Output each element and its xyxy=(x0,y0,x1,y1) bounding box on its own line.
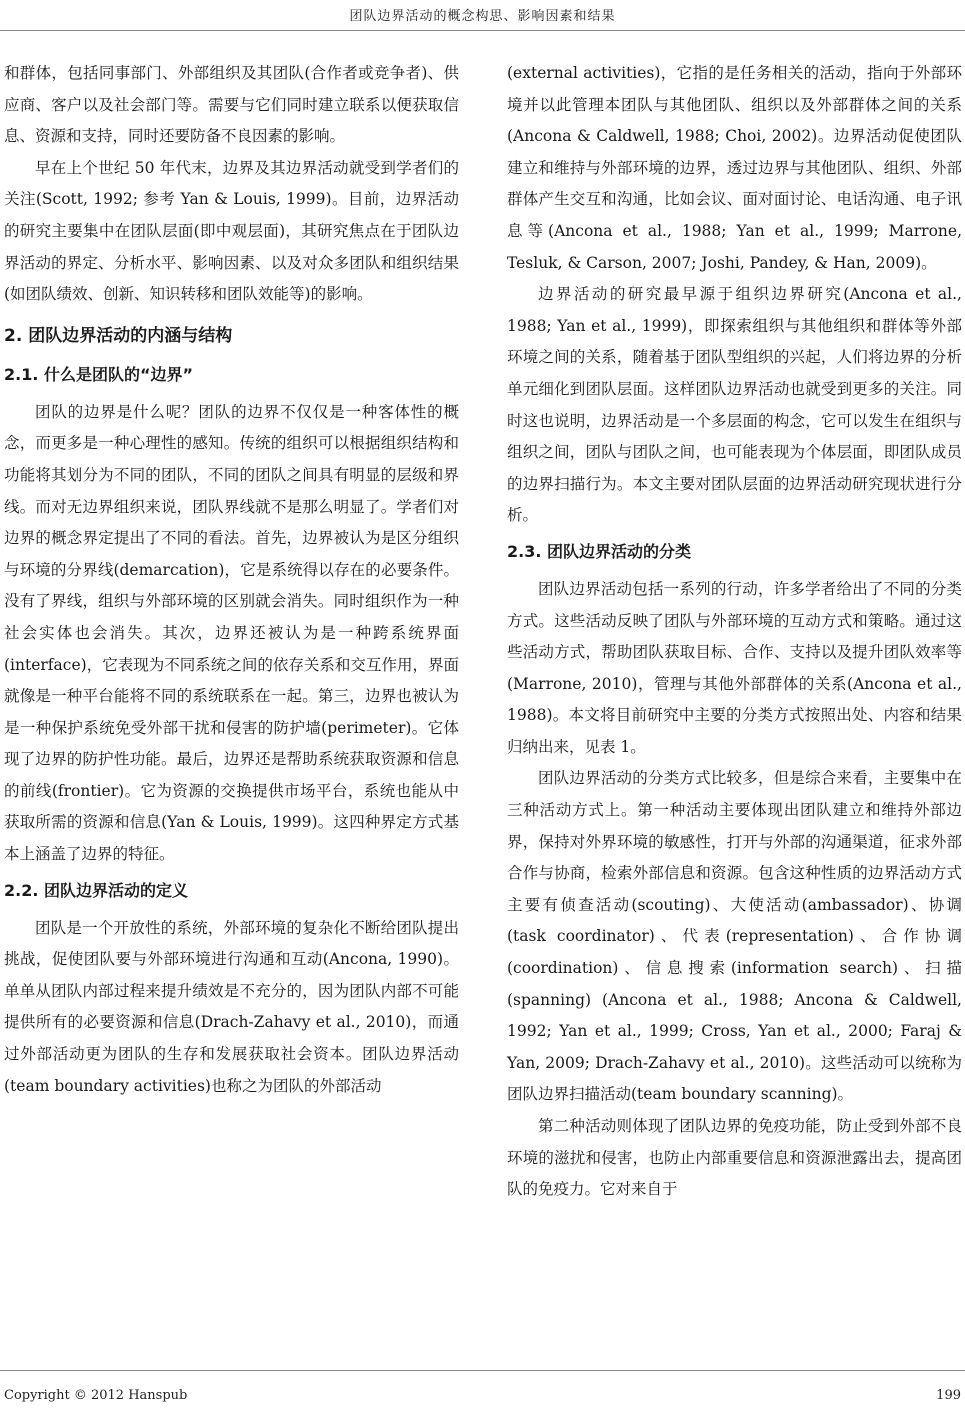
subsection-heading: 2.3. 团队边界活动的分类 xyxy=(507,541,691,561)
subsection-heading: 2.2. 团队边界活动的定义 xyxy=(4,880,188,900)
paragraph: 团队的边界是什么呢？团队的边界不仅仅是一种客体性的概念，而更多是一种心理性的感知。传统的组织可以根据组织结构和功能将其划分为不同的团队，不同的团队之间具有明显的层级和界线。而对无边界组织来说，团队界线就不是那么明显了。学者们对边界的概念界定提出了不同的看法。首先，边界被认为是区分组织与环境的分界线(demarcation)，它是系统得以存在的必要条件。没有了界线，组织与外部环境的区别就会消失。同时组织作为一种社会实体也会消失。其次，边界还被认为是一种跨系统界面(interface)，它表现为不同系统之间的依存关系和交互作用，界面就像是一种平台能将不同的系统联系在一起。第三，边界也被认为是一种保护系统免受外部干扰和侵害的防护墙(perimeter)。它体现了边界的防护性功能。最后，边界还是帮助系统获取资源和信息的前线(frontier)。它为资源的交换提供市场平台，系统也能从中获取所需的资源和信息(Yan & Louis, 1999)。这四种界定方式基本上涵盖了边界的特征。 xyxy=(4,402,459,864)
paragraph: 团队边界活动包括一系列的行动，许多学者给出了不同的分类方式。这些活动反映了团队与外部环境的互动方式和策略。通过这些活动方式，帮助团队获取目标、合作、支持以及提升团队效率等(Marrone, 2010)，管理与其他外部群体的关系(Ancona et al., 1988)。本文将目前研究中主要的分类方式按照出处、内容和结果归纳出来，见表 1。 xyxy=(507,579,962,756)
header-divider xyxy=(0,30,965,31)
paragraph: 团队是一个开放性的系统，外部环境的复杂化不断给团队提出挑战，促使团队要与外部环境进行沟通和互动(Ancona, 1990)。单单从团队内部过程来提升绩效是不充分的，因为团队内部不可能提供所有的必要资源和信息(Drach-Zahavy et al., 2010)，而通过外部活动更为团队的生存和发展获取社会资本。团队边界活动(team boundary activities)也称之为团队的外部活动 xyxy=(4,918,459,1095)
page-number: 199 xyxy=(936,1388,961,1403)
copyright: Copyright © 2012 Hanspub xyxy=(4,1388,188,1403)
paragraph: 早在上个世纪 50 年代末，边界及其边界活动就受到学者们的关注(Scott, 1992; 参考 Yan & Louis, 1999)。目前，边界活动的研究主要集中在团队层面(即中观层面)，其研究焦点在于团队边界活动的界定、分析水平、影响因素、以及对众多团队和组织结果(如团队绩效、创新、知识转移和团队效能等)的影响。 xyxy=(4,158,459,304)
subsection-heading: 2.1. 什么是团队的“边界” xyxy=(4,364,194,384)
right-column xyxy=(507,58,962,1206)
running-header: 团队边界活动的概念构思、影响因素和结果 xyxy=(349,9,616,24)
paragraph: 团队边界活动的分类方式比较多，但是综合来看，主要集中在三种活动方式上。第一种活动主要体现出团队建立和维持外部边界，保持对外界环境的敏感性，打开与外部的沟通渠道，征求外部合作与协商，检索外部信息和资源。包含这种性质的边界活动方式主要有侦查活动(scouting)、大使活动(ambassador)、协调(task coordinator)、代表(representation)、合作协调(coordination)、信息搜索(information search)、扫描(spanning) (Ancona et al., 1988; Ancona & Caldwell, 1992; Yan et al., 1999; Cross, Yan et al., 2000; Faraj & Yan, 2009; Drach-Zahavy et al., 2010)。这些活动可以统称为团队边界扫描活动(team boundary scanning)。 xyxy=(507,769,962,1104)
footer-divider xyxy=(0,1370,965,1371)
paragraph: 边界活动的研究最早源于组织边界研究(Ancona et al., 1988; Yan et al., 1999)，即探索组织与其他组织和群体等外部环境之间的关系，随着基于团队型组织的兴起，人们将边界的分析单元细化到团队层面。这样团队边界活动也就受到更多的关注。同时这也说明，边界活动是一个多层面的构念，它可以发生在组织与组织之间，团队与团队之间，也可能表现为个体层面，即团队成员的边界扫描行为。本文主要对团队层面的边界活动研究现状进行分析。 xyxy=(507,285,962,525)
paragraph: 第二种活动则体现了团队边界的免疫功能，防止受到外部不良环境的滋扰和侵害，也防止内部重要信息和资源泄露出去，提高团队的免疫力。它对来自于 xyxy=(507,1117,962,1199)
section-heading: 2. 团队边界活动的内涵与结构 xyxy=(4,325,233,346)
left-column xyxy=(4,58,459,1102)
paragraph: (external activities)，它指的是任务相关的活动，指向于外部环境并以此管理本团队与其他团队、组织以及外部群体之间的关系(Ancona & Caldwell, 1988; Choi, 2002)。边界活动促使团队建立和维持与外部环境的边界，透过边界与其他团队、组织、外部群体产生交互和沟通，比如会议、面对面讨论、电话沟通、电子讯息等(Ancona et al., 1988; Yan et al., 1999; Marrone, Tesluk, & Carson, 2007; Joshi, Pandey, & Han, 2009)。 xyxy=(507,64,962,272)
paragraph: 和群体，包括同事部门、外部组织及其团队(合作者或竞争者)、供应商、客户以及社会部门等。需要与它们同时建立联系以便获取信息、资源和支持，同时还要防备不良因素的影响。 xyxy=(4,64,459,146)
